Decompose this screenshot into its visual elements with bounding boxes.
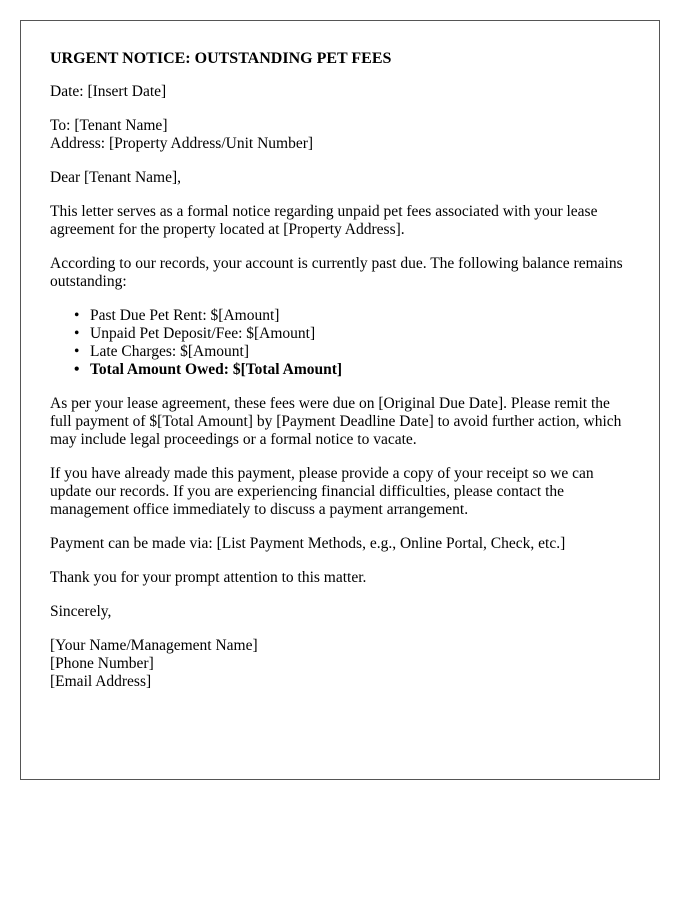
- recipient-block: [50, 117, 630, 153]
- charge-item-label: Late Charges: $[Amount]: [90, 343, 249, 360]
- payment-made-paragraph: If you have already made this payment, please provide a copy of your receipt so we can update our records. If you are experiencing financial difficulties, please contact the management office immediately to discuss a payment arrangement.: [50, 465, 594, 518]
- signature-email: [Email Address]: [50, 673, 152, 690]
- charge-item-late-charges: [74, 343, 630, 361]
- bullet-icon: •: [74, 325, 80, 342]
- charge-item-pet-rent: [74, 307, 630, 325]
- charge-item-pet-deposit: [74, 325, 630, 343]
- intro-paragraph: This letter serves as a formal notice regarding unpaid pet fees associated with your lease agreement for the property located at [Property Address].: [50, 203, 598, 238]
- date-line: Date: [Insert Date]: [50, 83, 167, 100]
- signature-phone: [Phone Number]: [50, 655, 154, 672]
- payment-methods-paragraph: Payment can be made via: [List Payment Methods, e.g., Online Portal, Check, etc.]: [50, 535, 566, 552]
- charge-item-label: Past Due Pet Rent: $[Amount]: [90, 307, 280, 324]
- records-paragraph: According to our records, your account is currently past due. The following balance remains outstanding:: [50, 255, 623, 290]
- letter-title: URGENT NOTICE: OUTSTANDING PET FEES: [50, 50, 392, 67]
- closing: Sincerely,: [50, 603, 112, 620]
- charge-item-total: [74, 361, 630, 379]
- bullet-icon: •: [74, 307, 80, 324]
- salutation: Dear [Tenant Name],: [50, 169, 182, 186]
- due-paragraph: As per your lease agreement, these fees were due on [Original Due Date]. Please remit the full payment of $[Total Amount] by [Payment Deadline Date] to avoid further action, which may include legal proceedings or a formal notice to vacate.: [50, 395, 622, 448]
- letter-document: [20, 20, 660, 780]
- signature-block: [50, 637, 630, 691]
- bullet-icon: •: [74, 361, 80, 378]
- signature-name: [Your Name/Management Name]: [50, 637, 258, 654]
- bullet-icon: •: [74, 343, 80, 360]
- charge-item-label: Unpaid Pet Deposit/Fee: $[Amount]: [90, 325, 316, 342]
- recipient-address-line: Address: [Property Address/Unit Number]: [50, 135, 314, 152]
- thanks-paragraph: Thank you for your prompt attention to this matter.: [50, 569, 367, 586]
- charges-list: [50, 307, 630, 379]
- recipient-to-line: To: [Tenant Name]: [50, 117, 168, 134]
- charge-item-label: Total Amount Owed: $[Total Amount]: [90, 361, 343, 378]
